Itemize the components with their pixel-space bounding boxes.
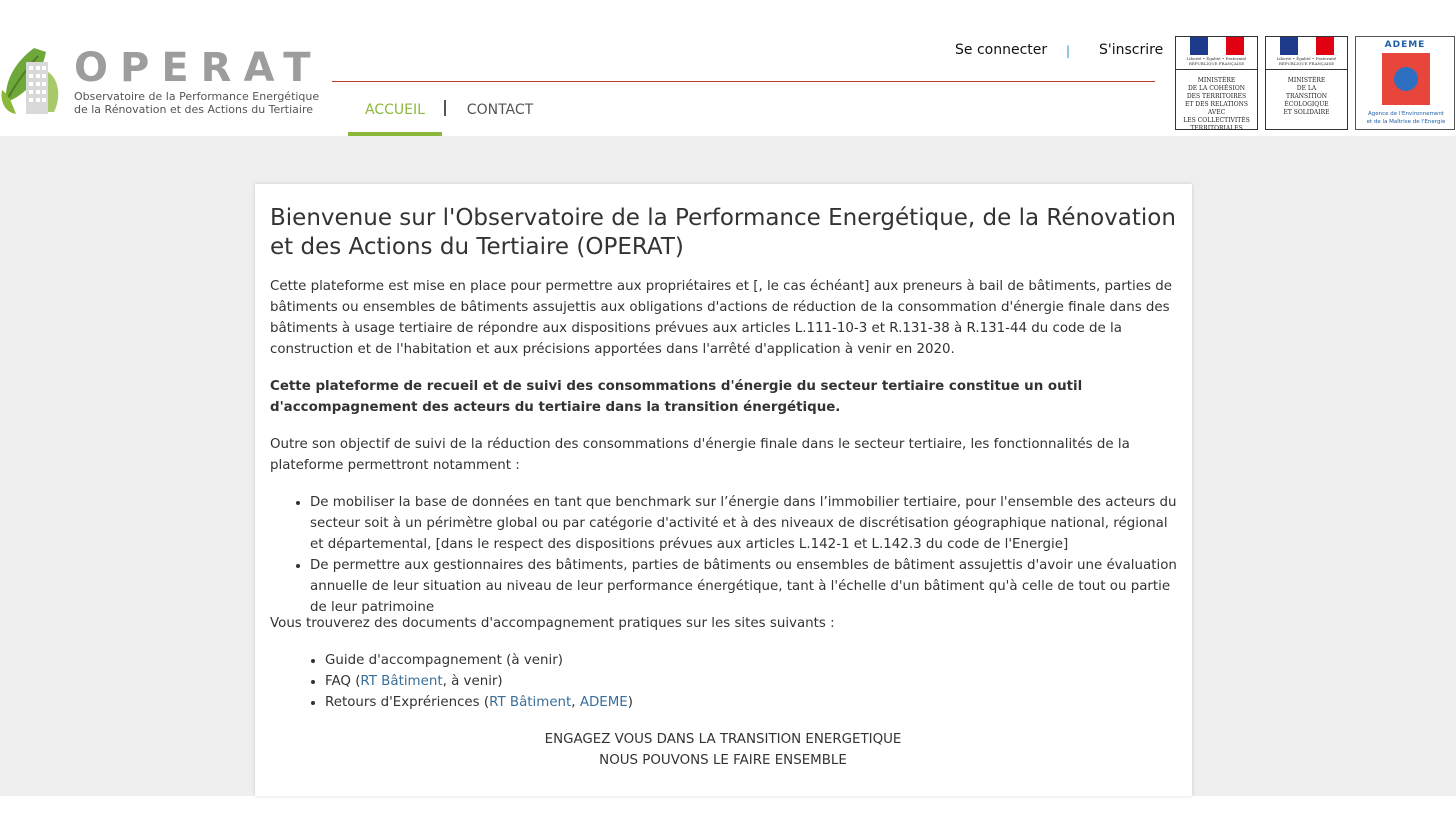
list-item: • De mobiliser la base de données en tant que benchmark sur l’énergie dans l’immobilier tertiaire, pour l'ensemble des acteurs du secteur soit à un périmètre global ou par catégorie d'activité et à des niveaux de discrétisation géographique national, régional et départemental, [dans le respect des dispositions prévues aux articles L.142-1 et L.142.3 du code de l'Energie] <box>310 492 1182 555</box>
ademe-caption-line1: Agence de l'Environnement <box>1368 111 1444 117</box>
logo-rule <box>1176 69 1257 70</box>
features-list <box>310 492 1182 618</box>
objective-paragraph: Outre son objectif de suivi de la réduction des consommations d'énergie finale dans le secteur tertiaire, les fonctionnalités de la plateforme permettront notamment : <box>270 437 1130 473</box>
retours-separator: , <box>571 695 580 710</box>
ministry-line: MINISTÈRE <box>1197 77 1236 84</box>
french-flag-icon <box>1280 37 1334 55</box>
faq-prefix: FAQ ( <box>325 674 361 689</box>
logo-subtitle <box>74 90 319 116</box>
ministry-line: MINISTÈRE <box>1287 77 1326 84</box>
ministry-line: TRANSITION <box>1285 93 1328 100</box>
ademe-caption-line2: et de la Maîtrise de l'Energie <box>1366 119 1446 125</box>
ministry-ecology-name <box>1267 77 1346 117</box>
logo-rule <box>1266 69 1347 70</box>
list-item-guide: • Guide d'accompagnement (à venir) <box>325 650 925 671</box>
ministry-line: DE LA <box>1296 85 1317 92</box>
retours-prefix: Retours d'Exprériences ( <box>325 695 490 710</box>
header-divider <box>332 81 1155 82</box>
cta-line2: NOUS POUVONS LE FAIRE ENSEMBLE <box>599 753 847 768</box>
republic-motto: Liberté • Égalité • Fraternité RÉPUBLIQUE FRANÇAISE <box>1276 56 1337 66</box>
call-to-action <box>270 729 1176 771</box>
ministry-cohesion-logo[interactable] <box>1175 36 1258 130</box>
intro-paragraph: Cette plateforme est mise en place pour permettre aux propriétaires et [, le cas échéant] aux preneurs à bail de bâtiments, parties de bâtiments ou ensembles de bâtiments assujettis aux obligations d'actions de réduction de la consommation d'énergie finale dans des bâtiments à usage tertiaire de répondre aux dispositions prévues aux articles L.111-10-3 et R.131-38 à R.131-44 du code de la construction et de l'habitation et aux précisions apportées dans l'arrêté d'application à venir en 2020. <box>270 279 1172 357</box>
ministry-line: ÉCOLOGIQUE <box>1284 101 1329 108</box>
ademe-logo[interactable] <box>1355 36 1455 130</box>
docs-intro: Vous trouverez des documents d'accompagnement pratiques sur les sites suivants : <box>270 616 835 631</box>
ministry-line: TERRITORIALES <box>1190 125 1243 132</box>
ministry-line: LES COLLECTIVITÉS <box>1183 117 1250 124</box>
nav-separator <box>444 100 446 116</box>
logo-subtitle-line1: Observatoire de la Performance Energétique <box>74 90 320 103</box>
list-item-retours <box>325 692 925 713</box>
nav-tab-contact[interactable]: CONTACT <box>466 102 534 118</box>
bold-statement: Cette plateforme de recueil et de suivi des consommations d'énergie du secteur tertiaire constitue un outil d'accompagnement des acteurs du tertiaire dans la transition énergétique. <box>270 379 1083 415</box>
ministry-cohesion-name <box>1177 77 1256 133</box>
republic-motto: Liberté • Égalité • Fraternité RÉPUBLIQUE FRANÇAISE <box>1186 56 1247 66</box>
account-links <box>930 42 1164 62</box>
docs-list <box>325 650 925 713</box>
french-flag-icon <box>1190 37 1244 55</box>
logo-subtitle-line2: de la Rénovation et des Actions du Tertiaire <box>74 103 314 116</box>
welcome-card <box>255 184 1192 796</box>
ademe-title: ADEME <box>1384 40 1426 50</box>
ministry-line: ET SOLIDAIRE <box>1283 109 1330 116</box>
logo-wordmark: OPERAT <box>74 45 323 91</box>
ministry-line: ET DES RELATIONS AVEC <box>1184 101 1249 116</box>
leaf-building-icon <box>0 42 64 116</box>
ministry-line: DE LA COHÉSION <box>1187 85 1246 92</box>
page-title: Bienvenue sur l'Observatoire de la Performance Energétique, de la Rénovation et des Actions du Tertiaire (OPERAT) <box>270 205 1176 260</box>
login-link[interactable]: Se connecter <box>955 42 1048 58</box>
faq-suffix: , à venir) <box>442 674 503 689</box>
ministry-ecology-logo[interactable] <box>1265 36 1348 130</box>
ademe-square-icon <box>1382 53 1430 105</box>
site-header <box>0 0 1456 136</box>
list-item-faq <box>325 671 925 692</box>
operat-logo[interactable] <box>0 40 323 120</box>
link-separator: | <box>1066 44 1071 58</box>
retours-rt-batiment-link[interactable]: RT Bâtiment <box>489 695 572 710</box>
nav-tab-accueil[interactable]: ACCUEIL <box>348 96 442 136</box>
faq-rt-batiment-link[interactable]: RT Bâtiment <box>360 674 443 689</box>
ministry-line: DES TERRITOIRES <box>1186 93 1247 100</box>
list-item: • De permettre aux gestionnaires des bâtiments, parties de bâtiments ou ensembles de bâtiment assujettis d'avoir une évaluation annuelle de leur situation au niveau de leur performance énergétique, tant à l'échelle d'un bâtiment qu'à celle de tout ou partie de leur patrimoine <box>310 555 1182 618</box>
ademe-caption <box>1358 110 1454 126</box>
globe-icon <box>1394 67 1418 91</box>
retours-suffix: ) <box>627 695 633 710</box>
signup-link[interactable]: S'inscrire <box>1099 42 1164 58</box>
retours-ademe-link[interactable]: ADEME <box>579 695 628 710</box>
cta-line1: ENGAGEZ VOUS DANS LA TRANSITION ENERGETIQUE <box>544 732 902 747</box>
